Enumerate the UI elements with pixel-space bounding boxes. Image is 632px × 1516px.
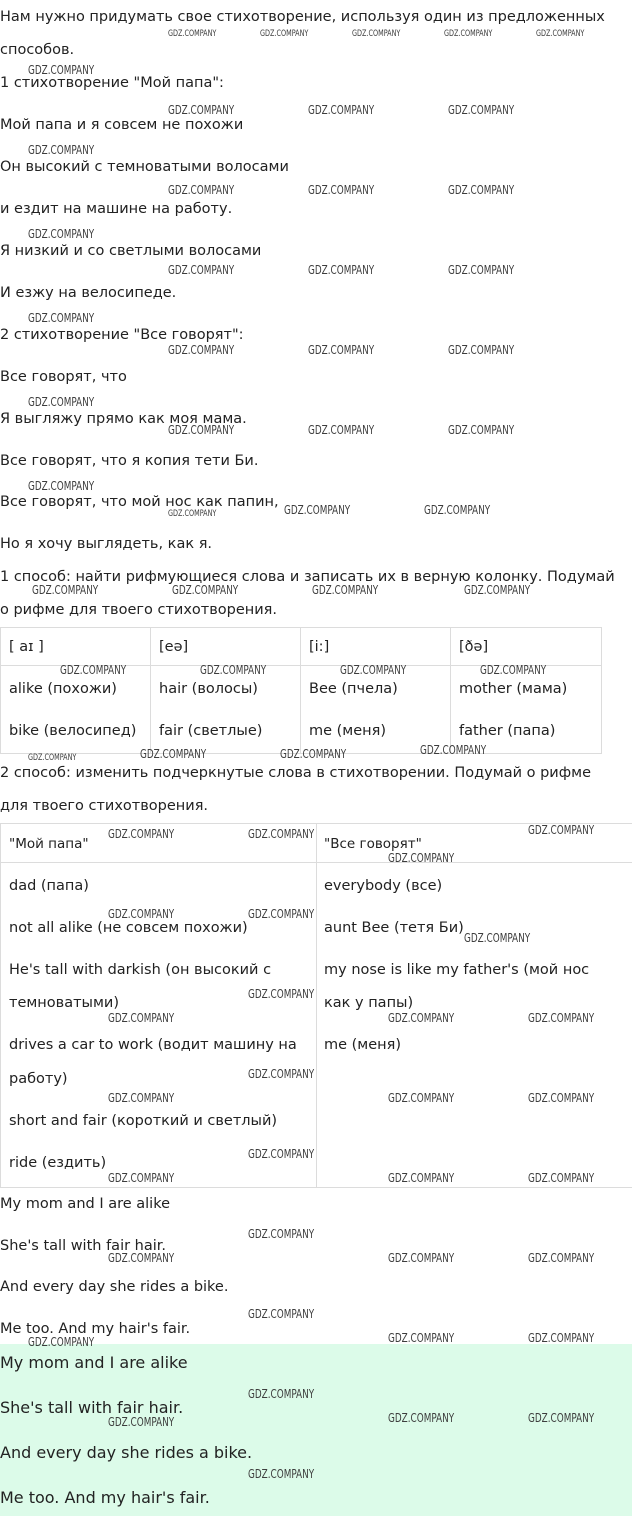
words-col1-item: работу) [9, 1071, 68, 1087]
watermark: GDZ.COMPANY [28, 311, 95, 325]
watermark: GDZ.COMPANY [108, 1011, 175, 1025]
answer-line: My mom and I are alike [0, 1196, 171, 1212]
words-col1-item: short and fair (короткий и светлый) [9, 1113, 278, 1129]
watermark: GDZ.COMPANY [108, 1171, 175, 1185]
poem1-line: Он высокий с темноватыми волосами [0, 159, 289, 175]
words-col1-item: ride (ездить) [9, 1155, 107, 1171]
watermark: GDZ.COMPANY [528, 1091, 595, 1105]
watermark: GDZ.COMPANY [248, 1387, 315, 1401]
watermark: GDZ.COMPANY [248, 987, 315, 1001]
answer-line: Me too. And my hair's fair. [0, 1321, 191, 1337]
words-col1-header: "Мой папа" [9, 836, 89, 852]
rhyme-header: [eə] [151, 628, 301, 666]
watermark: GDZ.COMPANY [248, 1227, 315, 1241]
intro-line-1: Нам нужно придумать свое стихотворение, используя один из предложенных [0, 9, 605, 25]
watermark: GDZ.COMPANY [108, 1415, 175, 1429]
rhyme-cell: hair (волосы) fair (светлые) [151, 666, 301, 754]
rhyme-header: [ aɪ ] [1, 628, 151, 666]
poem2-title: 2 стихотворение "Все говорят": [0, 327, 244, 343]
words-col2-item: me (меня) [324, 1037, 402, 1053]
highlight-line: She's tall with fair hair. [0, 1398, 184, 1417]
watermark: GDZ.COMPANY [168, 29, 217, 39]
watermark: GDZ.COMPANY [388, 1011, 455, 1025]
highlight-line: My mom and I are alike [0, 1353, 188, 1372]
watermark: GDZ.COMPANY [528, 1331, 595, 1345]
words-col1-item: He's tall with darkish (он высокий с [9, 962, 272, 978]
words-col1-item: drives a car to work (водит машину на [9, 1037, 297, 1053]
highlight-line: Me too. And my hair's fair. [0, 1488, 210, 1507]
watermark: GDZ.COMPANY [200, 663, 267, 677]
watermark: GDZ.COMPANY [108, 1091, 175, 1105]
method1-line-2: о рифме для твоего стихотворения. [0, 602, 278, 618]
poem1-line: И езжу на велосипеде. [0, 285, 177, 301]
watermark: GDZ.COMPANY [248, 1067, 315, 1081]
watermark: GDZ.COMPANY [172, 583, 239, 597]
watermark: GDZ.COMPANY [528, 823, 595, 837]
words-col2-header: "Все говорят" [324, 836, 422, 852]
watermark: GDZ.COMPANY [168, 103, 235, 117]
words-col2-item: как у папы) [324, 995, 414, 1011]
watermark: GDZ.COMPANY [248, 1307, 315, 1321]
watermark: GDZ.COMPANY [308, 423, 375, 437]
watermark: GDZ.COMPANY [28, 143, 95, 157]
watermark: GDZ.COMPANY [528, 1171, 595, 1185]
watermark: GDZ.COMPANY [464, 583, 531, 597]
watermark: GDZ.COMPANY [388, 1411, 455, 1425]
watermark: GDZ.COMPANY [168, 183, 235, 197]
poem2-line: Но я хочу выглядеть, как я. [0, 536, 213, 552]
highlight-line: And every day she rides a bike. [0, 1443, 253, 1462]
watermark: GDZ.COMPANY [536, 29, 585, 39]
method1-line-1: 1 способ: найти рифмующиеся слова и записать их в верную колонку. Подумай [0, 569, 615, 585]
watermark: GDZ.COMPANY [340, 663, 407, 677]
watermark: GDZ.COMPANY [424, 503, 491, 517]
watermark: GDZ.COMPANY [448, 423, 515, 437]
watermark: GDZ.COMPANY [528, 1011, 595, 1025]
watermark: GDZ.COMPANY [280, 747, 347, 761]
watermark: GDZ.COMPANY [308, 183, 375, 197]
rhyme-table [0, 627, 602, 754]
method2-line-1: 2 способ: изменить подчеркнутые слова в стихотворении. Подумай о рифме [0, 765, 591, 781]
watermark: GDZ.COMPANY [448, 103, 515, 117]
watermark: GDZ.COMPANY [528, 1411, 595, 1425]
answer-line: She's tall with fair hair. [0, 1238, 167, 1254]
words-col1-item: dad (папа) [9, 878, 89, 894]
watermark: GDZ.COMPANY [448, 343, 515, 357]
watermark: GDZ.COMPANY [448, 263, 515, 277]
poem2-line: Все говорят, что я копия тети Би. [0, 453, 259, 469]
watermark: GDZ.COMPANY [388, 1251, 455, 1265]
poem1-line: и ездит на машине на работу. [0, 201, 233, 217]
poem2-line: Я выгляжу прямо как моя мама. [0, 411, 247, 427]
watermark: GDZ.COMPANY [448, 183, 515, 197]
watermark: GDZ.COMPANY [28, 227, 95, 241]
watermark: GDZ.COMPANY [60, 663, 127, 677]
watermark: GDZ.COMPANY [28, 63, 95, 77]
method2-line-2: для твоего стихотворения. [0, 798, 209, 814]
watermark: GDZ.COMPANY [352, 29, 401, 39]
watermark: GDZ.COMPANY [248, 1467, 315, 1481]
watermark: GDZ.COMPANY [108, 1251, 175, 1265]
poem1-line: Я низкий и со светлыми волосами [0, 243, 262, 259]
watermark: GDZ.COMPANY [308, 263, 375, 277]
watermark: GDZ.COMPANY [248, 907, 315, 921]
rhyme-header: [i:] [301, 628, 451, 666]
answer-line: And every day she rides a bike. [0, 1279, 229, 1295]
watermark: GDZ.COMPANY [32, 583, 99, 597]
poem2-line: Все говорят, что [0, 369, 127, 385]
words-col2-item: aunt Bee (тетя Би) [324, 920, 464, 936]
watermark: GDZ.COMPANY [168, 423, 235, 437]
watermark: GDZ.COMPANY [480, 663, 547, 677]
watermark: GDZ.COMPANY [528, 1251, 595, 1265]
watermark: GDZ.COMPANY [108, 827, 175, 841]
poem2-line: Все говорят, что мой нос как папин, [0, 494, 279, 510]
watermark: GDZ.COMPANY [464, 931, 531, 945]
watermark: GDZ.COMPANY [248, 1147, 315, 1161]
poem1-line: Мой папа и я совсем не похожи [0, 117, 244, 133]
watermark: GDZ.COMPANY [444, 29, 493, 39]
words-col2-item: my nose is like my father's (мой нос [324, 962, 590, 978]
watermark: GDZ.COMPANY [284, 503, 351, 517]
watermark: GDZ.COMPANY [308, 103, 375, 117]
watermark: GDZ.COMPANY [388, 1171, 455, 1185]
intro-line-2: способов. [0, 42, 75, 58]
rhyme-cell: alike (похожи) bike (велосипед) [1, 666, 151, 754]
watermark: GDZ.COMPANY [108, 907, 175, 921]
watermark: GDZ.COMPANY [388, 1331, 455, 1345]
rhyme-table-header-row [1, 628, 602, 666]
watermark: GDZ.COMPANY [388, 1091, 455, 1105]
watermark: GDZ.COMPANY [168, 343, 235, 357]
watermark: GDZ.COMPANY [168, 509, 217, 519]
rhyme-cell: mother (мама) father (папа) [451, 666, 602, 754]
rhyme-table-body-row [1, 666, 602, 754]
poem1-title: 1 стихотворение "Мой папа": [0, 75, 224, 91]
rhyme-header: [ðə] [451, 628, 602, 666]
watermark: GDZ.COMPANY [388, 851, 455, 865]
watermark: GDZ.COMPANY [312, 583, 379, 597]
words-col2-item: everybody (все) [324, 878, 443, 894]
words-col1-item: темноватыми) [9, 995, 120, 1011]
watermark: GDZ.COMPANY [28, 753, 77, 763]
watermark: GDZ.COMPANY [260, 29, 309, 39]
words-col1-item: not all alike (не совсем похожи) [9, 920, 248, 936]
watermark: GDZ.COMPANY [168, 263, 235, 277]
words-table [0, 823, 632, 1188]
watermark: GDZ.COMPANY [28, 1335, 95, 1349]
watermark: GDZ.COMPANY [28, 479, 95, 493]
watermark: GDZ.COMPANY [308, 343, 375, 357]
rhyme-cell: Bee (пчела) me (меня) [301, 666, 451, 754]
watermark: GDZ.COMPANY [140, 747, 207, 761]
watermark: GDZ.COMPANY [420, 743, 487, 757]
watermark: GDZ.COMPANY [28, 395, 95, 409]
watermark: GDZ.COMPANY [248, 827, 315, 841]
